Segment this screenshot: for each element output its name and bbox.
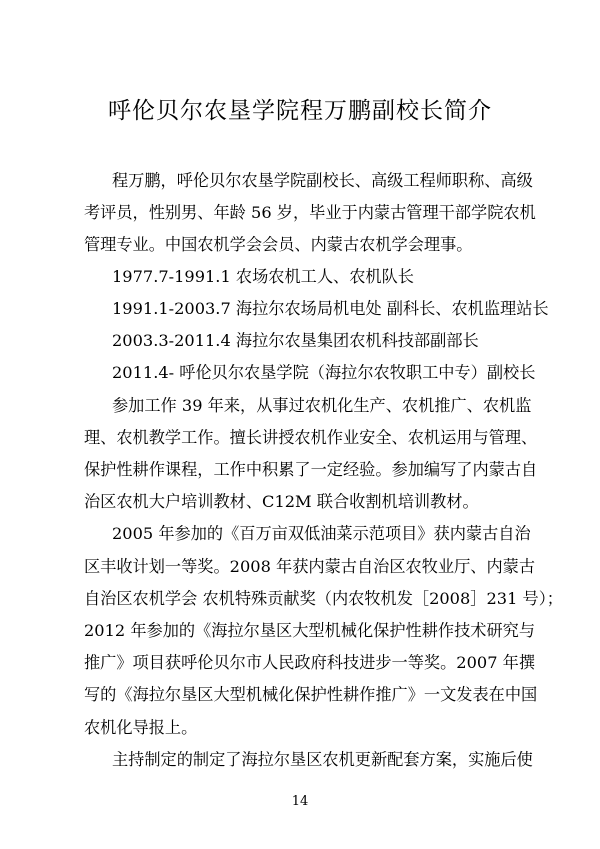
paragraph-line: 程万鹏，呼伦贝尔农垦学院副校长、高级工程师职称、高级	[112, 171, 533, 190]
paragraph-line: 自治区农机学会 农机特殊贡献奖（内农牧机发［2008］231 号）；	[84, 589, 563, 608]
paragraph-line: 管理专业。中国农机学会会员、内蒙古农机学会理事。	[84, 235, 473, 254]
career-entry: 1977.7-1991.1 农场农机工人、农机队长	[112, 267, 414, 286]
paragraph-line: 主持制定的制定了海拉尔垦区农机更新配套方案，实施后使	[112, 750, 533, 769]
paragraph-line: 考评员，性别男、年龄 56 岁，毕业于内蒙古管理干部学院农机	[84, 203, 536, 222]
paragraph-line: 推广》项目获呼伦贝尔市人民政府科技进步一等奖。2007 年撰	[84, 653, 536, 672]
paragraph-line: 治区农机大户培训教材、C12M 联合收割机培训教材。	[84, 492, 479, 511]
paragraph-line: 写的《海拉尔垦区大型机械化保护性耕作推广》一文发表在中国	[84, 685, 538, 704]
paragraph-line: 理、农机教学工作。擅长讲授农机作业安全、农机运用与管理、	[84, 428, 538, 447]
career-entry: 2011.4- 呼伦贝尔农垦学院（海拉尔农牧职工中专）副校长	[112, 363, 536, 382]
paragraph-line: 保护性耕作课程，工作中积累了一定经验。参加编写了内蒙古自	[84, 460, 538, 479]
paragraph-line: 区丰收计划一等奖。2008 年获内蒙古自治区农牧业厅、内蒙古	[84, 557, 536, 576]
page-title: 呼伦贝尔农垦学院程万鹏副校长简介	[108, 98, 492, 124]
paragraph-line: 农机化导报上。	[84, 718, 198, 737]
career-entry: 2003.3-2011.4 海拉尔农垦集团农机科技部副部长	[112, 331, 479, 350]
page-number: 14	[291, 794, 309, 809]
paragraph-line: 参加工作 39 年来，从事过农机化生产、农机推广、农机监	[112, 396, 532, 415]
career-entry: 1991.1-2003.7 海拉尔农场局机电处 副科长、农机监理站长	[112, 299, 549, 318]
paragraph-line: 2012 年参加的《海拉尔垦区大型机械化保护性耕作技术研究与	[84, 621, 536, 640]
paragraph-line: 2005 年参加的《百万亩双低油菜示范项目》获内蒙古自治	[112, 524, 531, 543]
